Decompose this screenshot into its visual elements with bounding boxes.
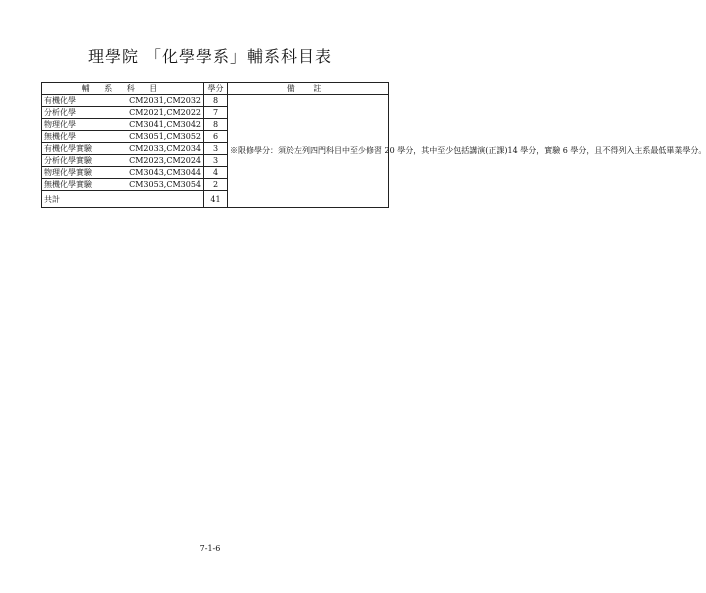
- course-code: CM2023,CM2024: [129, 156, 201, 165]
- course-cell: [42, 143, 204, 155]
- page-number: 7-1-6: [199, 544, 221, 553]
- table-header-row: [42, 83, 389, 95]
- course-cell: [42, 119, 204, 131]
- course-name: 有機化學實驗: [44, 144, 92, 153]
- course-credits: 6: [204, 131, 228, 143]
- course-name: 分析化學實驗: [44, 156, 92, 165]
- minor-course-table: [41, 82, 706, 208]
- total-label: 共計: [42, 191, 204, 208]
- course-credits: 2: [204, 179, 228, 191]
- total-credits: 41: [204, 191, 228, 208]
- course-credits: 8: [204, 95, 228, 107]
- course-credits: 4: [204, 167, 228, 179]
- course-name: 無機化學實驗: [44, 180, 92, 189]
- course-name: 有機化學: [44, 96, 76, 105]
- remarks-text: ※限修學分：須於左列四門科目中至少修習 20 學分，其中至少包括講演(正課)14 學分，實驗 6 學分，且不得列入主系最低畢業學分。: [230, 146, 706, 155]
- course-code: CM3051,CM3052: [129, 132, 201, 141]
- remarks-cell: [228, 95, 706, 208]
- page-title: 理學院 「化學學系」輔系科目表: [87, 47, 333, 66]
- course-cell: [42, 107, 204, 119]
- course-credits: 3: [204, 143, 228, 155]
- course-code: CM3053,CM3054: [129, 180, 201, 189]
- course-credits: 8: [204, 119, 228, 131]
- table-row: [42, 95, 389, 107]
- course-code: CM2021,CM2022: [129, 108, 201, 117]
- course-name: 物理化學實驗: [44, 168, 92, 177]
- course-cell: [42, 167, 204, 179]
- course-cell: [42, 155, 204, 167]
- course-credits: 3: [204, 155, 228, 167]
- column-header-credits: 學分: [204, 83, 228, 95]
- course-code: CM2033,CM2034: [129, 144, 201, 153]
- column-header-subject: 輔 系 科 目: [42, 83, 204, 95]
- course-cell: [42, 131, 204, 143]
- column-header-remarks: 備 註: [228, 83, 389, 95]
- course-code: CM2031,CM2032: [129, 96, 201, 105]
- course-code: CM3043,CM3044: [129, 168, 201, 177]
- course-code: CM3041,CM3042: [129, 120, 201, 129]
- course-name: 無機化學: [44, 132, 76, 141]
- course-name: 物理化學: [44, 120, 76, 129]
- course-name: 分析化學: [44, 108, 76, 117]
- course-cell: [42, 95, 204, 107]
- course-cell: [42, 179, 204, 191]
- course-credits: 7: [204, 107, 228, 119]
